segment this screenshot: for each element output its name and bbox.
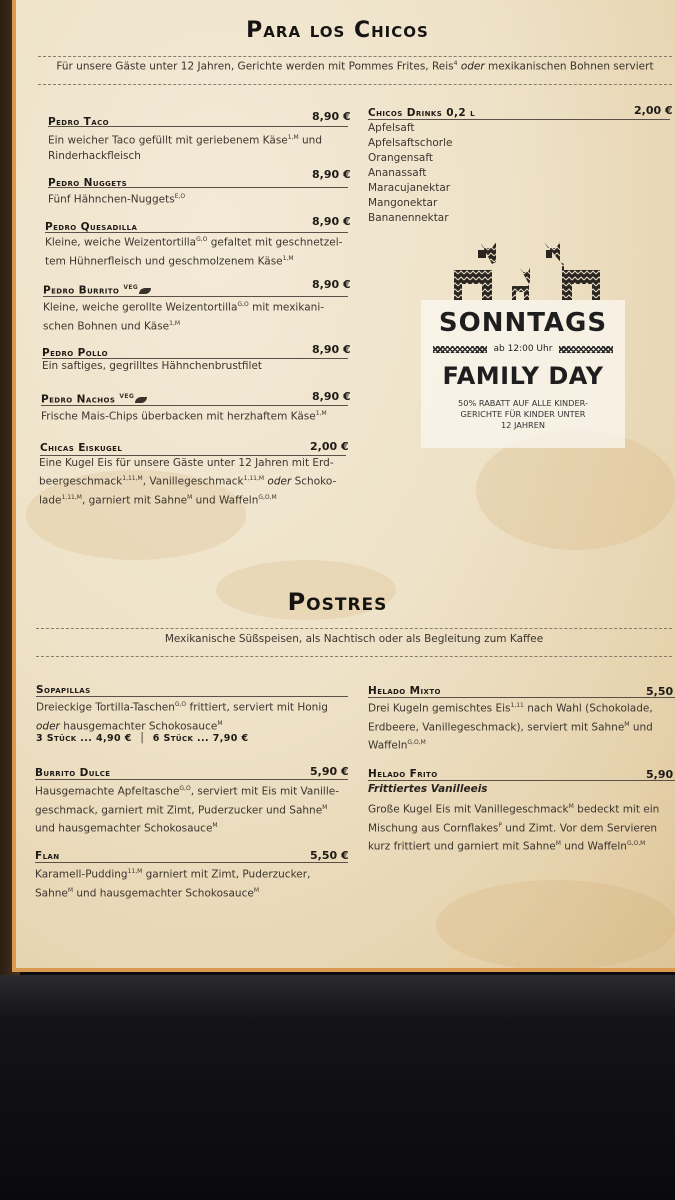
item-rule (35, 779, 348, 780)
option-3: 3 Stück ... 4,90 € (36, 733, 132, 744)
drink-item: Mangonektar (368, 197, 438, 209)
desserts-divider-top (36, 628, 672, 629)
item-name: Pedro Nachos $^{VEG}$ (41, 393, 147, 406)
promo-time: ab 12:00 Uhr (493, 344, 553, 354)
item-name: Chicas Eiskugel (40, 442, 123, 454)
item-name: Pedro Pollo (42, 347, 108, 359)
item-name: Pedro Quesadilla (45, 221, 138, 233)
veg-leaf-icon (135, 397, 147, 403)
drinks-price: 2,00 € (634, 104, 673, 117)
desserts-section-title: Postres (287, 588, 388, 616)
item-price: 8,90 € (312, 110, 351, 123)
veg-badge: VEG (123, 284, 139, 291)
item-price: 2,00 € (310, 440, 349, 453)
item-subtitle: Frittiertes Vanilleeis (368, 783, 488, 795)
item-name: Helado Frito (368, 768, 438, 780)
promo-day: SONNTAGS (438, 308, 608, 338)
veg-badge: VEG (119, 393, 135, 400)
drink-item: Ananassaft (368, 167, 427, 179)
family-day-promo (421, 300, 625, 448)
item-description: Kleine, weiche gerollte Weizentortilla$^{G,O}$ mit mexikani- schen Bohnen und Käse$^{1,M}$ (43, 301, 325, 332)
item-price: 8,90 € (312, 168, 351, 181)
paper-stain (476, 430, 675, 550)
item-description: Frische Mais-Chips überbacken mit herzhaftem Käse$^{1,M}$ (41, 410, 327, 423)
item-price: 8,90 € (312, 278, 351, 291)
item-price: 5,50 € (310, 849, 349, 862)
table-surface (0, 975, 675, 1200)
item-name: Pedro Nuggets (48, 177, 128, 189)
item-options: 3 Stück ... 4,90 € │ 6 Stück ... 7,90 € (36, 733, 249, 744)
item-price: 8,90 € (312, 343, 351, 356)
option-6: 6 Stück ... 7,90 € (152, 733, 249, 744)
drink-item: Apfelsaft (368, 122, 415, 134)
item-price: 5,90 € (310, 765, 349, 778)
item-description: Ein weicher Taco gefüllt mit geriebenem Käse$^{1,M}$ und Rinderhackfleisch (48, 134, 322, 162)
promo-event: FAMILY DAY (442, 362, 604, 390)
drink-item: Bananennektar (368, 212, 449, 224)
item-price: 8,90 € (312, 215, 351, 228)
item-description: Eine Kugel Eis für unsere Gäste unter 12 Jahren mit Erd- beergeschmack$^{1,11,M}$, Vanillegeschmack$^{1,11,M}$ oder Schoko- lade$^{1,11,M}$, garniert mit Sahne$^M$ und Waffeln$^{G,O,M}$ (39, 457, 337, 506)
item-name: Sopapillas (36, 684, 91, 696)
item-description: Karamell-Pudding$^{11,M}$ garniert mit Zimt, Puderzucker, Sahne$^M$ und hausgemachter Schokosauce$^M$ (35, 868, 311, 899)
drinks-name: Chicos Drinks 0,2 l (368, 107, 475, 119)
item-name: Flan (35, 850, 60, 862)
item-description: Ein saftiges, gegrilltes Hähnchenbrustfilet (42, 360, 263, 372)
item-rule (35, 862, 348, 863)
item-description: Kleine, weiche Weizentortilla$^{G,O}$ gefaltet mit geschnetzel- tem Hühnerfleisch und geschmolzenem Käse$^{1,M}$ (45, 236, 343, 267)
kids-section-title: Para los Chicos (246, 18, 429, 43)
promo-time-row (433, 344, 613, 356)
llama-family-icon (452, 240, 602, 302)
kids-divider-bottom (38, 84, 672, 85)
desserts-divider-bottom (36, 656, 672, 657)
item-name: Helado Mixto (368, 685, 441, 697)
decorative-pattern (559, 346, 613, 353)
veg-leaf-icon (139, 288, 151, 294)
item-description: Drei Kugeln gemischtes Eis$^{1,11}$ nach Wahl (Schokolade, Erdbeere, Vanillegeschmack), serviert mit Sahne$^M$ und Waffeln$^{G,O,M}$ (368, 702, 653, 752)
decorative-pattern (433, 346, 487, 353)
item-rule (368, 780, 675, 781)
item-description: Hausgemachte Apfeltasche$^{G,O}$, serviert mit Eis mit Vanille- geschmack, garniert mit Zimt, Puderzucker und Sahne$^M$ und hausgemachter Schokosauce$^M$ (35, 785, 340, 835)
kids-subtitle: Für unsere Gäste unter 12 Jahren, Gerichte werden mit Pommes Frites, Reis$^4$ oder mexikanischen Bohnen serviert (56, 60, 654, 73)
promo-discount: 50% RABATT AUF ALLE KINDER- GERICHTE FÜR KINDER UNTER 12 JAHREN (458, 398, 588, 430)
item-name: Pedro Taco (48, 116, 109, 128)
item-description: Fünf Hähnchen-Nuggets$^{E,O}$ (48, 193, 186, 206)
desserts-subtitle: Mexikanische Süßspeisen, als Nachtisch oder als Begleitung zum Kaffee (164, 633, 544, 645)
item-description: Große Kugel Eis mit Vanillegeschmack$^M$ bedeckt mit ein Mischung aus Cornflakes$^P$ und Zimt. Vor dem Servieren kurz frittiert und garniert mit Sahne$^M$ und Waffeln$^{G,O,M}$ (368, 803, 660, 853)
item-name: Pedro Burrito $^{VEG}$ (43, 284, 151, 297)
drink-item: Orangensaft (368, 152, 433, 164)
item-price: 5,90 (646, 768, 674, 781)
kids-divider-top (38, 56, 672, 57)
item-price: 8,90 € (312, 390, 351, 403)
item-name: Burrito Dulce (35, 767, 111, 779)
drink-item: Apfelsaftschorle (368, 137, 453, 149)
item-price: 5,50 (646, 685, 674, 698)
drinks-rule (368, 119, 670, 120)
paper-stain (436, 880, 675, 970)
drink-item: Maracujanektar (368, 182, 451, 194)
item-description: Dreieckige Tortilla-Taschen$^{G,O}$ frittiert, serviert mit Honig oder hausgemachter Schokosauce$^M$ (36, 701, 328, 732)
